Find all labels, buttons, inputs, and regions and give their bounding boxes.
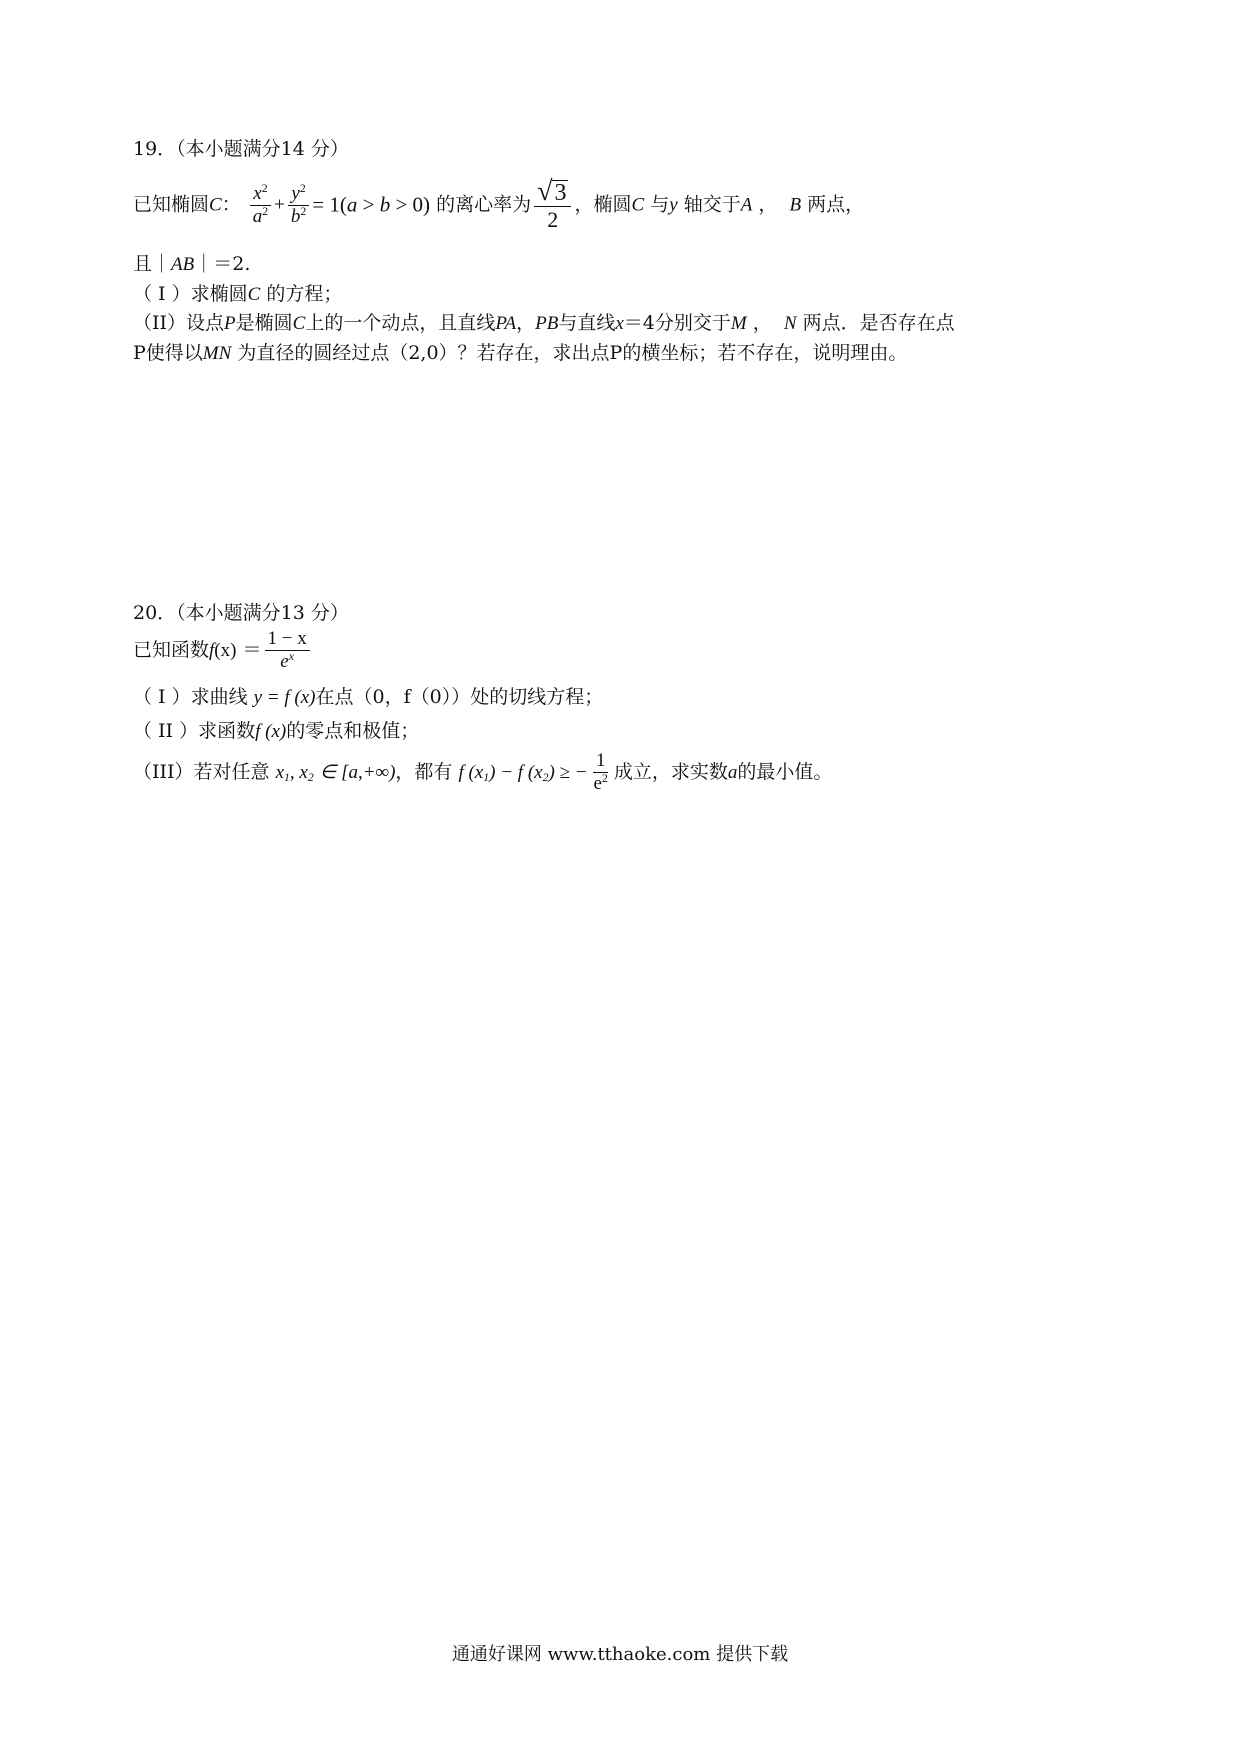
q20-function-definition: 已知函数f(x) ＝ $\frac{1 - x}{e^x}$ (133, 628, 313, 673)
q19-ellipse-statement: 已知椭圆C： $\frac{x^2}{a^2}$ + $\frac{y^2}{b^2}$ = 1(a > b > 0) 的离心率为 √ 3 2 ，椭圆C 与y 轴交于A ， B 两点， (133, 176, 865, 232)
one-over-e2-fraction: $\frac{1}{e^2}$ (593, 750, 608, 794)
q20-part1: （ I ）求曲线 y = f (x)在点（0，f（0））处的切线方程； (133, 686, 604, 708)
q20-part2: （ II ）求函数f (x)的零点和极值； (133, 720, 420, 742)
q19-part1: （ I ）求椭圆C 的方程； (133, 283, 343, 305)
q19-part2-line2: P使得以MN 为直径的圆经过点（2,0）？若存在，求出点P的横坐标；若不存在，说明理由。 (133, 342, 908, 364)
x2-over-a2-fraction: $\frac{x^2}{a^2}$ (250, 183, 271, 228)
q19-header: 19．（本小题满分14 分） (133, 138, 349, 160)
inequality-lhs: f $(x_1) - f$ $(x_2)$ ≥ − (458, 761, 588, 784)
q19-ab-condition: 且｜AB｜＝2. (133, 253, 251, 275)
one-minus-x-over-ex-fraction: $\frac{1 - x}{e^x}$ (265, 628, 310, 673)
page-footer: 通通好课网 www.tthaoke.com 提供下载 (451, 1644, 789, 1665)
q20-header: 20．（本小题满分13 分） (133, 602, 349, 624)
eccentricity-fraction: √ 3 2 (534, 178, 571, 232)
y2-over-b2-fraction: $\frac{y^2}{b^2}$ (288, 183, 309, 228)
x1-x2-variables: $x_1$, $x_2$ (275, 761, 314, 784)
ellipse-condition: = 1(a > b > 0) (312, 192, 431, 217)
q20-part3: （III）若对任意 $x_1$, $x_2$ ∈ [a,+∞)，都有 f $(x_1) - f$ $(x_2)$ ≥ − $\frac{1}{e^2}$ 成立，求实数a的最小值。 (133, 750, 833, 794)
q19-part2-line1: （II）设点P是椭圆C上的一个动点，且直线PA，PB与直线x＝4分别交于M ， N 两点．是否存在点 (133, 312, 955, 334)
